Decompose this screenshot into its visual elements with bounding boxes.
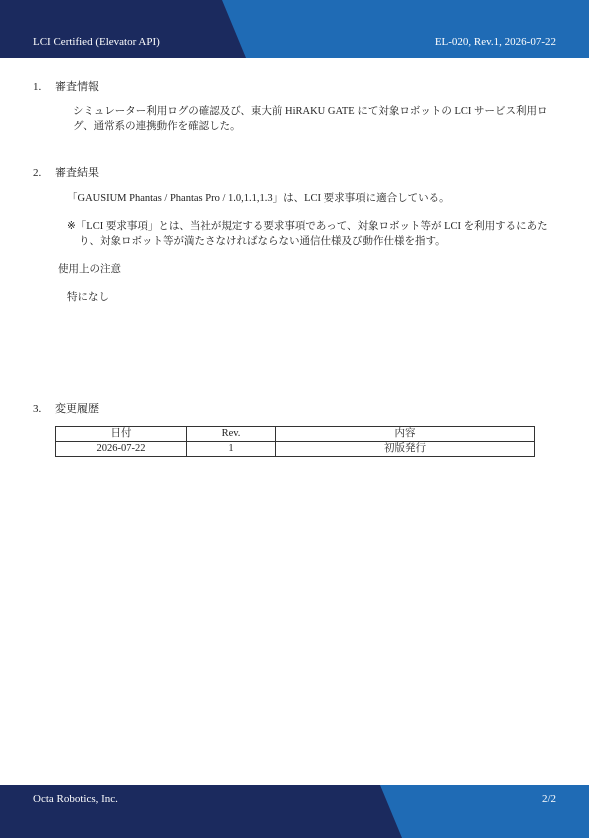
section-3-number: 3. xyxy=(33,403,42,415)
section-2-heading xyxy=(33,164,99,180)
section-3-heading xyxy=(33,400,99,416)
cell-content: 初版発行 xyxy=(276,442,535,457)
cell-date: 2026-07-22 xyxy=(56,442,187,457)
header-title: LCI Certified (Elevator API) xyxy=(33,36,160,48)
footer-band xyxy=(0,785,589,838)
section-1-heading xyxy=(33,78,99,94)
column-header-rev: Rev. xyxy=(187,427,276,442)
section-1-title: 審査情報 xyxy=(55,81,99,93)
section-3-title: 変更履歴 xyxy=(55,403,99,415)
table-row xyxy=(56,442,535,457)
section-2-number: 2. xyxy=(33,167,42,179)
column-header-date: 日付 xyxy=(56,427,187,442)
table-header-row xyxy=(56,427,535,442)
section-2-note: ※「LCI 要求事項」とは、当社が規定する要求事項であって、対象ロボット等が LCI を利用するにあたり、対象ロボット等が満たさなければならない通信仕様及び動作仕様を指す。 xyxy=(67,221,548,247)
caution-title: 使用上の注意 xyxy=(58,264,121,275)
cell-rev: 1 xyxy=(187,442,276,457)
header-doc-id: EL-020, Rev.1, 2026-07-22 xyxy=(434,36,556,48)
caution-body: 特になし xyxy=(67,292,109,303)
section-1-body: シミュレーター利用ログの確認及び、東大前 HiRAKU GATE にて対象ロボットの LCI サービス利用ログ、通常系の連携動作を確認した。 xyxy=(73,106,548,132)
section-2-result: 「GAUSIUM Phantas / Phantas Pro / 1.0,1.1,1.3」は、LCI 要求事項に適合している。 xyxy=(67,193,450,204)
section-2-title: 審査結果 xyxy=(55,167,99,179)
footer-page-number: 2/2 xyxy=(541,793,556,805)
column-header-content: 内容 xyxy=(276,427,535,442)
section-1-number: 1. xyxy=(33,81,42,93)
change-history-table xyxy=(55,426,535,457)
footer-company: Octa Robotics, Inc. xyxy=(33,793,118,805)
header-band xyxy=(0,0,589,58)
header-background xyxy=(0,0,589,58)
